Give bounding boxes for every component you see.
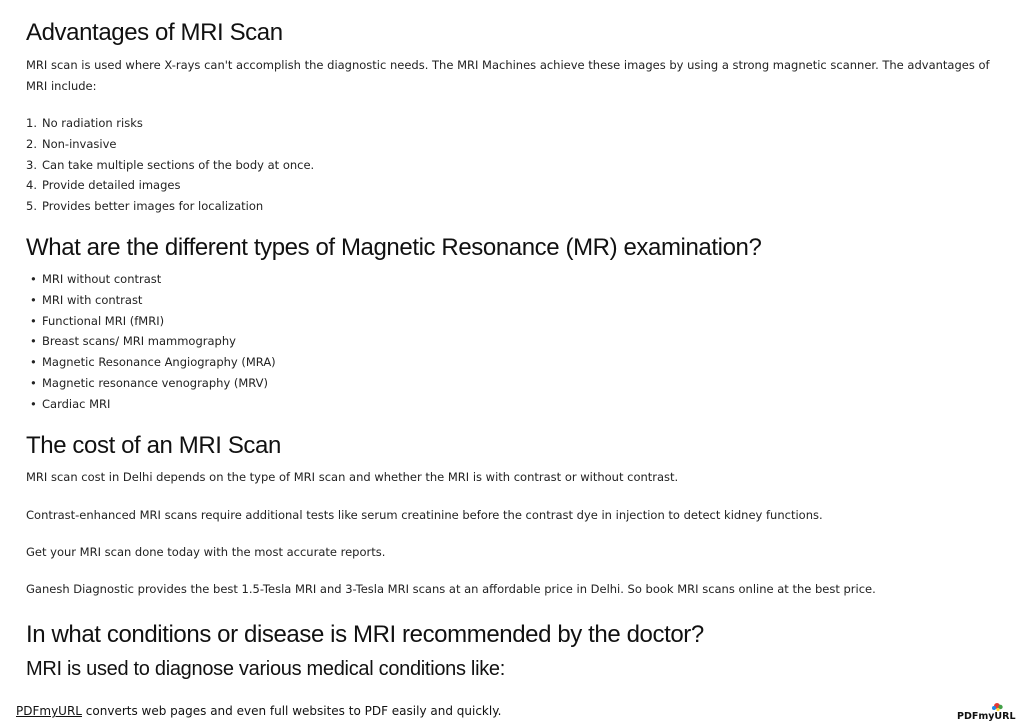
list-item: • Cardiac MRI	[26, 394, 276, 415]
list-item: • Magnetic resonance venography (MRV)	[26, 373, 276, 394]
advantages-list	[26, 113, 314, 217]
bullet-icon: •	[30, 355, 37, 370]
bullet-icon: •	[30, 272, 37, 286]
list-item: 5. Provides better images for localization	[26, 199, 264, 214]
cost-heading: The cost of an MRI Scan	[26, 432, 281, 459]
list-item: 1. No radiation risks	[26, 116, 143, 130]
cost-paragraph: MRI scan cost in Delhi depends on the type of MRI scan and whether the MRI is with contrast or without contrast.	[26, 470, 679, 484]
cost-paragraph: Ganesh Diagnostic provides the best 1.5-Tesla MRI and 3-Tesla MRI scans at an affordable price in Delhi. So book MRI scans online at the best price.	[26, 582, 876, 596]
bullet-icon: •	[30, 313, 37, 328]
footer	[16, 704, 501, 718]
logo-text: PDFmyURL	[957, 711, 1016, 722]
list-item: 4. Provide detailed images	[26, 178, 181, 193]
list-item: • Breast scans/ MRI mammography	[26, 331, 276, 352]
advantages-heading: Advantages of MRI Scan	[26, 19, 283, 46]
conditions-subheading: MRI is used to diagnose various medical conditions like:	[26, 658, 506, 680]
list-item: • MRI with contrast	[26, 290, 276, 311]
conditions-heading: In what conditions or disease is MRI recommended by the doctor?	[26, 621, 704, 648]
types-heading: What are the different types of Magnetic Resonance (MR) examination?	[26, 234, 762, 261]
bullet-icon: •	[30, 292, 37, 307]
list-item: • Functional MRI (fMRI)	[26, 311, 276, 332]
advantages-intro: MRI scan is used where X-rays can't accomplish the diagnostic needs. The MRI Machines achieve these images by using a strong magnetic scanner. The advantages of MRI include:	[26, 58, 990, 93]
footer-text: converts web pages and even full websites to PDF easily and quickly.	[81, 704, 502, 718]
pdfmyurl-logo-icon	[957, 702, 1016, 722]
list-item: 3. Can take multiple sections of the body at once.	[26, 157, 315, 172]
pdfmyurl-logo[interactable]	[957, 702, 1016, 722]
bullet-icon: •	[30, 396, 37, 411]
bullet-icon: •	[30, 375, 37, 390]
bullet-icon: •	[30, 334, 37, 349]
cost-paragraph: Get your MRI scan done today with the most accurate reports.	[26, 545, 386, 559]
pdfmyurl-link[interactable]: PDFmyURL	[16, 704, 82, 718]
list-item: • Magnetic Resonance Angiography (MRA)	[26, 352, 276, 373]
list-item: • MRI without contrast	[26, 269, 276, 290]
list-item: 2. Non-invasive	[26, 136, 117, 151]
cost-paragraph: Contrast-enhanced MRI scans require additional tests like serum creatinine before the contrast dye in injection to detect kidney functions.	[26, 508, 823, 522]
types-list	[26, 269, 276, 415]
